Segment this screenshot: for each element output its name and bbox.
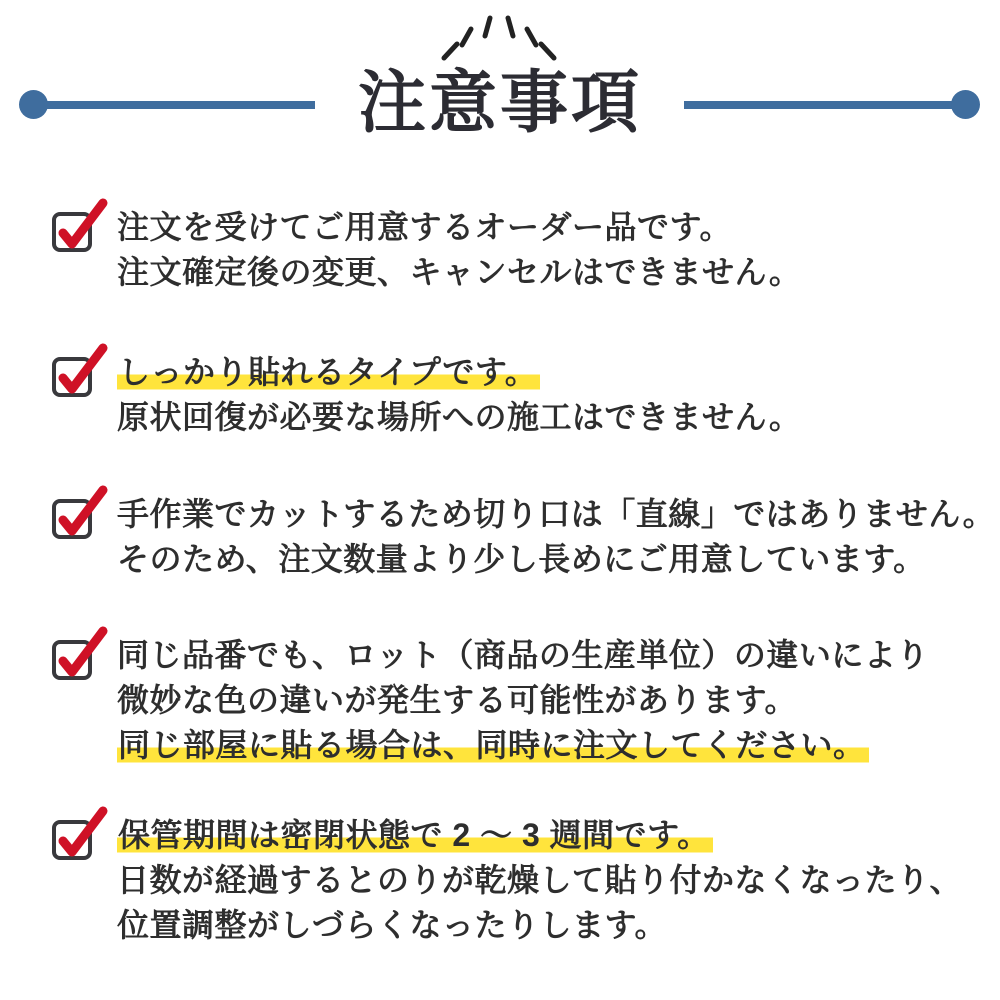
notice-item-text [117,633,929,768]
notice-line-highlighted: 保管期間は密閉状態で 2 〜 3 週間です。 [117,817,713,853]
checkbox-checked-icon [52,626,108,682]
notice-item-storage-period [52,813,980,948]
notice-line: 同じ品番でも、ロット（商品の生産単位）の違いにより [117,637,929,673]
notice-item-strong-adhesive [52,350,980,440]
notice-line: そのため、注文数量より少し長めにご用意しています。 [117,541,926,577]
notice-line: 注文確定後の変更、キャンセルはできません。 [117,254,802,290]
notice-item-text [117,813,962,948]
header [0,0,1000,200]
checkbox-checked-icon [52,806,108,862]
notice-line: 手作業でカットするため切り口は「直線」ではありません。 [117,496,996,532]
checkbox-checked-icon [52,343,108,399]
notice-line: 原状回復が必要な場所への施工はできません。 [117,399,802,435]
page-title: 注意事項 [357,65,642,141]
notice-item-order-made [52,205,980,295]
right-divider [684,90,980,119]
notice-line: 位置調整がしづらくなったりします。 [117,907,667,943]
emphasis-rays-icon [438,10,560,68]
notice-line-highlighted: しっかり貼れるタイプです。 [117,354,540,390]
notice-item-text [117,492,995,582]
notice-item-text [117,205,801,295]
right-divider-line [684,101,956,109]
checkbox-checked-icon [52,198,108,254]
right-divider-dot [951,90,980,119]
notice-line-highlighted: 同じ部屋に貼る場合は、同時に注文してください。 [117,727,869,763]
notice-line: 注文を受けてご用意するオーダー品です。 [117,209,732,245]
notice-line: 微妙な色の違いが発生する可能性があります。 [117,682,797,718]
notice-item-text [117,350,801,440]
checkbox-checked-icon [52,485,108,541]
notice-list [52,200,996,948]
notice-item-lot-color [52,633,980,768]
notice-line: 日数が経過するとのりが乾燥して貼り付かなくなったり、 [117,862,963,898]
notice-item-hand-cut [52,492,996,582]
